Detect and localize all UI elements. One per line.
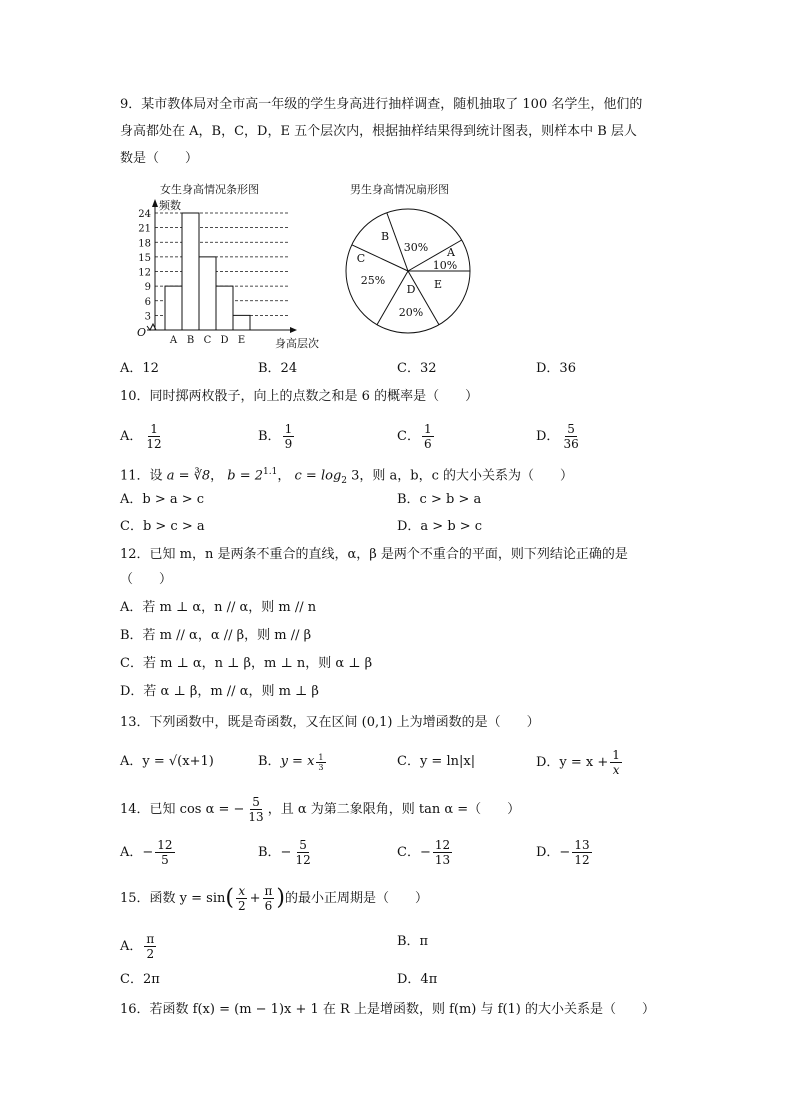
slice-label-d: D bbox=[406, 283, 416, 296]
y-tick-label: 6 bbox=[144, 296, 151, 308]
y-axis-arrow bbox=[152, 199, 158, 207]
x-tick-label: E bbox=[237, 335, 246, 346]
q10-option-d: D． $\frac{5}{36}$ bbox=[536, 422, 579, 451]
x-tick-label: C bbox=[203, 335, 212, 346]
q12-option-b: B．若 m // α，α // β，则 m // β bbox=[120, 628, 312, 643]
bar-chart-title: 女生身高情况条形图 bbox=[160, 183, 259, 196]
q10-option-b: B． $\frac{1}{9}$ bbox=[258, 422, 293, 451]
slice-percent-a: 10% bbox=[432, 259, 458, 272]
y-tick-label: 15 bbox=[138, 252, 151, 264]
slice-percent-d: 20% bbox=[398, 306, 424, 319]
x-tick-label: A bbox=[169, 335, 178, 346]
q11-option-a: A．b > a > c bbox=[120, 492, 205, 507]
q9-option-c: C．32 bbox=[397, 361, 437, 376]
slice-label-c: C bbox=[356, 252, 366, 265]
q15-option-b: B．π bbox=[397, 934, 429, 949]
q12-option-a: A．若 m ⊥ α，n // α，则 m // n bbox=[120, 600, 317, 615]
q9-option-a: A．12 bbox=[120, 361, 159, 376]
q11-option-c: C．b > c > a bbox=[120, 519, 205, 534]
q14-option-d: D．− $\frac{13}{12}$ bbox=[536, 838, 590, 867]
y-tick-label: 21 bbox=[138, 223, 151, 235]
q15-option-a: A． $\frac{\pi}{2}$ bbox=[120, 932, 155, 961]
q9-stem-line1: 9．某市教体局对全市高一年级的学生身高进行抽样调查，随机抽取了 100 名学生，他们的 bbox=[120, 97, 643, 112]
q13-stem: 13．下列函数中，既是奇函数，又在区间 (0,1) 上为增函数的是（ ） bbox=[120, 715, 540, 730]
bar bbox=[182, 213, 199, 330]
slice-label-a: A bbox=[447, 246, 455, 259]
q10-option-c: C． $\frac{1}{6}$ bbox=[397, 422, 432, 451]
q9-option-d: D．36 bbox=[536, 361, 576, 376]
x-tick-label: D bbox=[220, 335, 229, 346]
q9-stem-line3: 数是（ ） bbox=[120, 151, 199, 166]
origin-label: O bbox=[137, 326, 147, 339]
q14-stem: 14．已知 cos α = − $\frac{5}{13}$ ，且 α 为第二象限角，则 tan α =（ ） bbox=[120, 795, 521, 824]
y-tick-label: 18 bbox=[138, 238, 151, 250]
slice-label-b: B bbox=[380, 230, 390, 243]
q12-option-c: C．若 m ⊥ α，n ⊥ β，m ⊥ n，则 α ⊥ β bbox=[120, 656, 373, 671]
q15-stem: 15．函数 y = sin( $\frac{x}{2}$ + $\frac{\pi}{6}$ )的最小正周期是（ ） bbox=[120, 884, 429, 913]
q14-option-c: C．− $\frac{12}{13}$ bbox=[397, 838, 451, 867]
pie-chart bbox=[333, 196, 483, 346]
q14-option-a: A．− $\frac{12}{5}$ bbox=[120, 838, 173, 867]
q13-option-d: D．y = x + $\frac{1}{x}$ bbox=[536, 748, 620, 777]
q10-stem: 10．同时掷两枚骰子，向上的点数之和是 6 的概率是（ ） bbox=[120, 389, 479, 404]
x-axis-arrow bbox=[290, 327, 297, 333]
q14-option-b: B．− $\frac{5}{12}$ bbox=[258, 838, 311, 867]
y-axis-label: 频数 bbox=[159, 199, 181, 212]
bar bbox=[199, 257, 216, 330]
q12-stem-line2: （ ） bbox=[120, 572, 173, 587]
bar bbox=[216, 286, 233, 330]
pie-chart-title: 男生身高情况扇形图 bbox=[350, 183, 449, 196]
slice-percent-b: 30% bbox=[403, 241, 429, 254]
q9-stem-line2: 身高都处在 A，B，C，D，E 五个层次内，根据抽样结果得到统计图表，则样本中 B 层人 bbox=[120, 124, 637, 139]
bar bbox=[165, 286, 182, 330]
q12-option-d: D．若 α ⊥ β，m // α，则 m ⊥ β bbox=[120, 684, 319, 699]
q13-option-a: A．y = √(x+1) bbox=[120, 754, 214, 769]
q15-option-d: D．4π bbox=[397, 972, 438, 987]
x-tick-label: B bbox=[186, 335, 195, 346]
slice-label-e: E bbox=[433, 278, 443, 291]
q11-option-d: D．a > b > c bbox=[397, 519, 483, 534]
x-axis-label: 身高层次 bbox=[275, 337, 319, 350]
bar bbox=[233, 315, 250, 330]
y-tick-label: 12 bbox=[138, 267, 151, 279]
slice-percent-c: 25% bbox=[360, 274, 386, 287]
q10-option-a: A． $\frac{1}{12}$ bbox=[120, 422, 162, 451]
y-tick-label: 3 bbox=[144, 311, 151, 323]
q13-option-c: C．y = ln|x| bbox=[397, 754, 476, 769]
q13-option-b: B．y = x $\frac{1}{3}$ bbox=[258, 752, 324, 772]
y-tick-label: 9 bbox=[144, 282, 151, 294]
q11-stem: 11．设 a = ∛8， $b = 2^{1.1}$， $c = \log_2 3$，则 a，b，c 的大小关系为（ ） bbox=[120, 467, 574, 486]
bar-chart bbox=[125, 195, 325, 360]
q9-option-b: B．24 bbox=[258, 361, 298, 376]
q12-stem-line1: 12．已知 m，n 是两条不重合的直线，α，β 是两个不重合的平面，则下列结论正确的是 bbox=[120, 547, 628, 562]
q15-option-c: C．2π bbox=[120, 972, 160, 987]
q11-option-b: B．c > b > a bbox=[397, 492, 482, 507]
q16-stem: 16．若函数 f(x) = (m − 1)x + 1 在 R 上是增函数，则 f(m) 与 f(1) 的大小关系是（ ） bbox=[120, 1002, 655, 1017]
y-tick-label: 24 bbox=[138, 209, 151, 220]
